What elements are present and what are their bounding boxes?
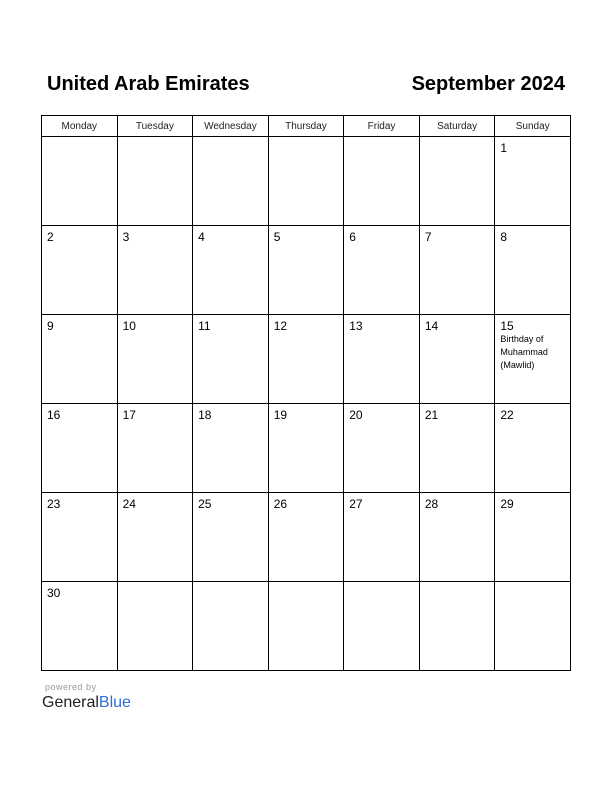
day-number: 1 (500, 141, 508, 155)
day-number: 30 (47, 586, 61, 600)
country-title: United Arab Emirates (47, 73, 250, 95)
day-cell (495, 582, 571, 671)
day-number: 14 (424, 319, 439, 333)
weekday-header: Thursday (268, 116, 344, 137)
day-cell (268, 493, 344, 582)
day-number: 10 (122, 319, 136, 333)
day-cell (193, 137, 269, 226)
weekday-header: Monday (42, 116, 118, 137)
day-number: 16 (47, 408, 61, 422)
day-number: 8 (500, 230, 508, 244)
powered-by-text: powered by (45, 682, 97, 692)
day-cell (42, 582, 118, 671)
brand-logo (42, 693, 131, 713)
day-cell (193, 315, 269, 404)
day-number: 22 (500, 408, 514, 422)
day-cell (344, 226, 420, 315)
day-number: 4 (198, 230, 205, 244)
day-number: 29 (500, 497, 514, 511)
day-cell (419, 315, 495, 404)
calendar-body (42, 137, 571, 671)
day-number: 28 (424, 497, 439, 511)
day-cell (268, 137, 344, 226)
day-number: 12 (273, 319, 288, 333)
day-cell (42, 493, 118, 582)
day-cell (419, 226, 495, 315)
day-cell (344, 315, 420, 404)
day-cell (344, 582, 420, 671)
day-number: 26 (273, 497, 288, 511)
day-cell (495, 493, 571, 582)
weekday-header: Sunday (495, 116, 571, 137)
week-row (42, 404, 571, 493)
day-number: 6 (349, 230, 356, 244)
day-cell (42, 137, 118, 226)
day-cell (419, 582, 495, 671)
day-cell (268, 404, 344, 493)
day-cell (117, 493, 193, 582)
week-row (42, 226, 571, 315)
day-cell (42, 404, 118, 493)
day-cell (193, 404, 269, 493)
day-cell (419, 493, 495, 582)
day-cell (495, 137, 571, 226)
day-cell (495, 315, 571, 404)
day-cell (268, 315, 344, 404)
holiday-label: Birthday of (500, 334, 544, 344)
weekday-header: Wednesday (193, 116, 269, 137)
day-cell (344, 493, 420, 582)
day-number: 23 (47, 497, 61, 511)
day-cell (117, 226, 193, 315)
day-cell (193, 493, 269, 582)
day-cell (344, 404, 420, 493)
day-number: 2 (47, 230, 54, 244)
day-number: 21 (424, 408, 439, 422)
day-cell (495, 226, 571, 315)
day-cell (117, 404, 193, 493)
day-cell (42, 226, 118, 315)
week-row (42, 315, 571, 404)
day-cell (117, 315, 193, 404)
day-cell (495, 404, 571, 493)
day-cell (193, 226, 269, 315)
day-cell (42, 315, 118, 404)
weekday-header: Tuesday (117, 116, 193, 137)
brand-name-part1: General (42, 694, 99, 711)
calendar-grid (41, 115, 571, 671)
weekday-header-row (42, 116, 571, 137)
day-number: 20 (349, 408, 363, 422)
day-number: 11 (198, 319, 211, 333)
day-number: 7 (424, 230, 432, 244)
day-cell (268, 226, 344, 315)
day-cell (117, 582, 193, 671)
day-number: 17 (122, 408, 136, 422)
day-number: 5 (273, 230, 281, 244)
day-cell (117, 137, 193, 226)
day-cell (419, 404, 495, 493)
weekday-header: Saturday (419, 116, 495, 137)
day-number: 27 (349, 497, 363, 511)
day-number: 19 (273, 408, 288, 422)
month-title: September 2024 (411, 73, 565, 95)
day-number: 24 (122, 497, 136, 511)
day-cell (419, 137, 495, 226)
week-row (42, 582, 571, 671)
weekday-header: Friday (344, 116, 420, 137)
day-cell (268, 582, 344, 671)
week-row (42, 137, 571, 226)
holiday-label: (Mawlid) (500, 360, 535, 370)
day-number: 15 (500, 319, 514, 333)
week-row (42, 493, 571, 582)
day-number: 9 (47, 319, 54, 333)
day-number: 25 (198, 497, 212, 511)
holiday-label: Muhammad (500, 347, 548, 357)
day-cell (344, 137, 420, 226)
brand-name-part2: Blue (98, 694, 131, 711)
day-cell (193, 582, 269, 671)
day-number: 13 (349, 319, 363, 333)
day-number: 3 (122, 230, 130, 244)
day-number: 18 (198, 408, 212, 422)
